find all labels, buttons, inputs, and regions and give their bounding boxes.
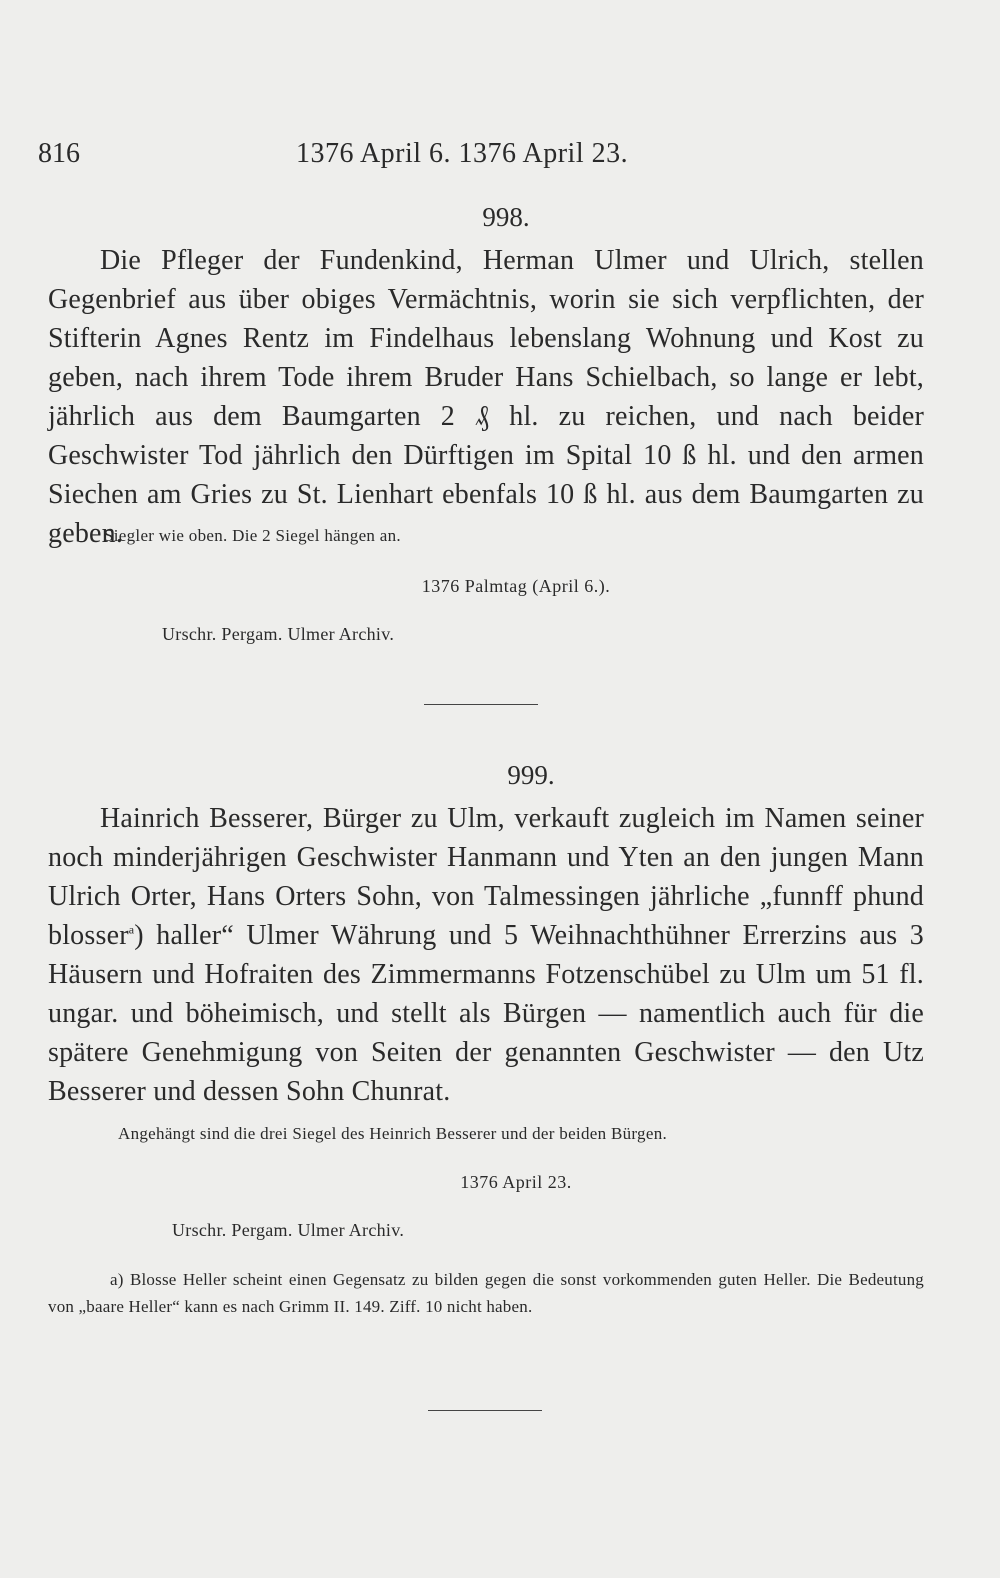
summary-text-part2: ) haller“ Ulmer Währung und 5 Weihnachthühner Errerzins aus 3 Häusern und Hofraiten des Zimmermanns Fotzenschübel zu Ulm um 51 fl. ungar. und böheimisch, und stellt als Bürgen — namentlich auch für die spätere Genehmigung von Seiten der genannten Geschwister — den Utz Besserer und dessen Sohn Chunrat. <box>48 920 924 1107</box>
document-source: Urschr. Pergam. Ulmer Archiv. <box>162 624 395 644</box>
document-source: Urschr. Pergam. Ulmer Archiv. <box>172 1220 405 1240</box>
end-divider <box>428 1410 542 1411</box>
document-date: 1376 Palmtag (April 6.). <box>421 576 611 596</box>
document-number: 999. <box>507 760 555 790</box>
document-999-date-block <box>48 1172 924 1193</box>
footnote: a) Blosse Heller scheint einen Gegensatz zu bilden gegen die sonst vorkommenden guten Heller. Die Bedeutung von „baare Heller“ kann es nach Grimm II. 149. Ziff. 10 nicht haben. <box>48 1270 924 1316</box>
document-summary <box>48 799 924 1111</box>
document-number: 998. <box>482 202 530 232</box>
page-header <box>38 138 958 182</box>
document-998-date-block <box>48 576 924 597</box>
document-summary: Die Pfleger der Fundenkind, Herman Ulmer und Ulrich, stellen Gegenbrief aus über obiges Vermächtnis, worin sie sich verpflichten, der Stifterin Agnes Rentz im Findelhaus lebenslang Wohnung und Kost zu geben, nach ihrem Tode ihrem Bruder Hans Schielbach, so lange er lebt, jährlich aus dem Baumgarten 2 ₰ hl. zu reichen, und nach beider Geschwister Tod jährlich den Dürftigen im Spital 10 ß hl. und den armen Siechen am Gries zu St. Lienhart ebenfals 10 ß hl. aus dem Baumgarten zu geben. <box>48 245 924 549</box>
document-entry-999 <box>48 760 924 1111</box>
document-999-source-block <box>48 1220 924 1241</box>
document-entry-998 <box>48 202 924 553</box>
document-998-source-block <box>48 624 924 645</box>
document-999-apparatus <box>48 1124 924 1144</box>
seal-note: Angehängt sind die drei Siegel des Heinrich Besserer und der beiden Bürgen. <box>118 1124 668 1143</box>
page-number: 816 <box>38 138 80 169</box>
running-head: 1376 April 6. 1376 April 23. <box>296 138 629 169</box>
document-998-apparatus <box>48 526 924 546</box>
summary-text-part1: Hainrich Besserer, Bürger zu Ulm, verkauft zugleich im Namen seiner noch minderjährigen Geschwister Hanmann und Yten an den jungen Mann Ulrich Orter, Hans Orters Sohn, von Talmessingen jährliche „funnff phund blosser <box>48 803 924 951</box>
document-date: 1376 April 23. <box>460 1172 572 1192</box>
seal-note: Siegler wie oben. Die 2 Siegel hängen an. <box>104 526 401 545</box>
footnote-marker: a <box>128 922 135 937</box>
section-divider <box>424 704 538 705</box>
